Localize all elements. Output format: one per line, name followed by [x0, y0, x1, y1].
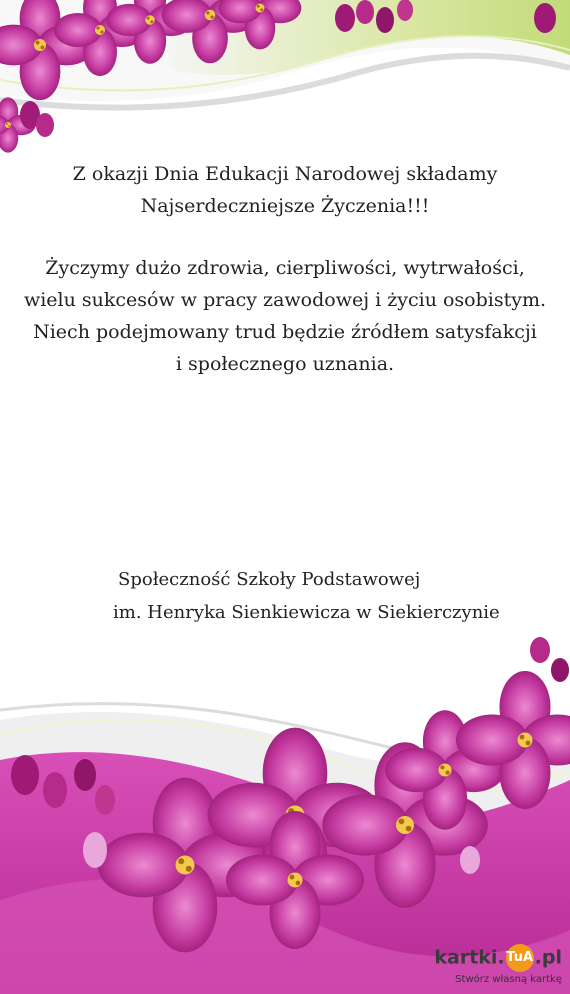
logo-badge-icon: TuA	[506, 944, 534, 972]
greeting-line-4: wielu sukcesów w pracy zawodowej i życiu osobistym.	[23, 289, 547, 311]
greeting-text	[20, 158, 550, 380]
signature-line-1: Społeczność Szkoły Podstawowej	[118, 569, 421, 590]
greeting-line-6: i społecznego uznania.	[175, 353, 395, 375]
signature-line-2: im. Henryka Sienkiewicza w Siekierczynie	[113, 602, 500, 623]
greeting-line-5: Niech podejmowany trud będzie źródłem satysfakcji	[33, 321, 537, 343]
greeting-line-3: Życzymy dużo zdrowia, cierpliwości, wytrwałości,	[45, 257, 525, 279]
kartki-tua-logo[interactable]	[434, 944, 562, 988]
greeting-line-2: Najserdeczniejsze Życzenia!!!	[140, 195, 430, 217]
logo-brand-suffix: .pl	[534, 946, 562, 969]
logo-tagline: Stwórz własną kartkę	[455, 974, 562, 985]
logo-brand	[434, 944, 562, 972]
greeting-line-1: Z okazji Dnia Edukacji Narodowej składamy	[72, 163, 498, 185]
logo-brand-prefix: kartki.	[434, 946, 505, 969]
